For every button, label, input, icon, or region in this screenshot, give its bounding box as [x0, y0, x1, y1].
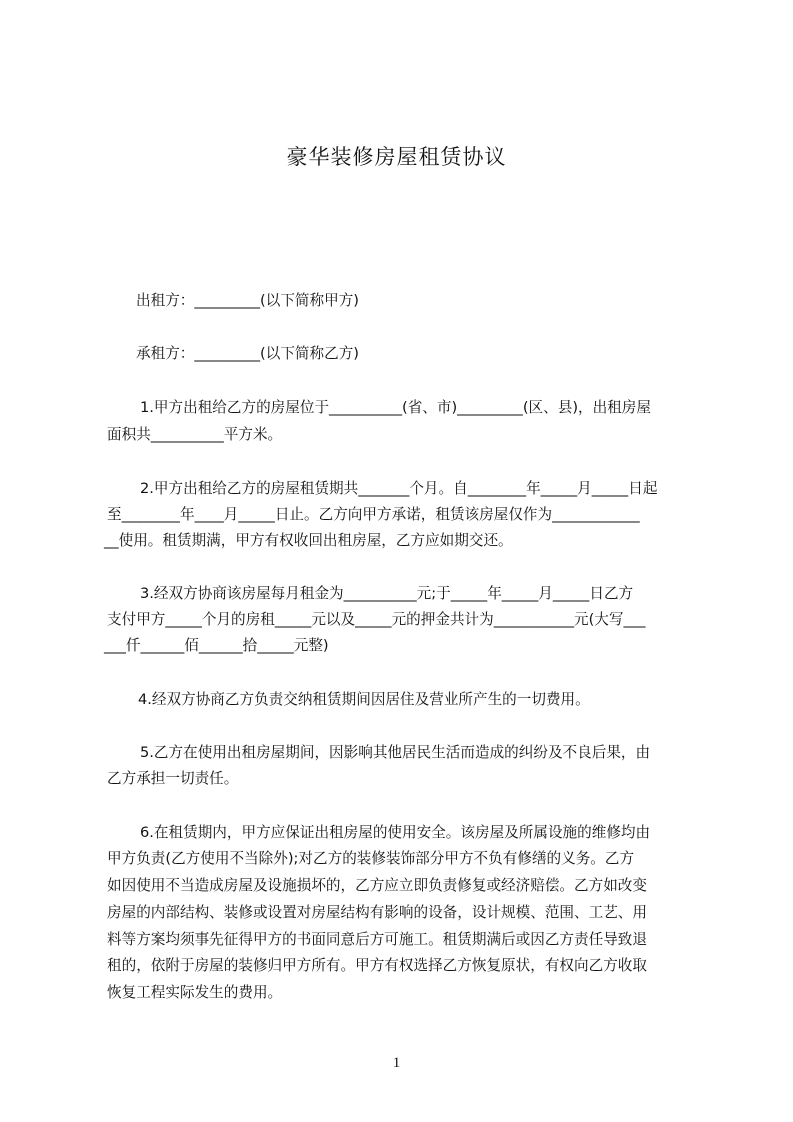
clause-6-line-2: 甲方负责(乙方使用不当除外);对乙方的装修装饰部分甲方不负有修缮的义务。乙方 — [107, 850, 635, 867]
clause-1-line-2: 面积共__________平方米。 — [107, 426, 283, 443]
clause-2-line-1: 2.甲方出租给乙方的房屋租赁期共_______个月。自________年_____月_____日起 — [140, 480, 658, 497]
clause-2-line-3: __使用。租赁期满，甲方有权收回出租房屋，乙方应如期交还。 — [104, 532, 513, 549]
clause-6-line-3: 如因使用不当造成房屋及设施损坏的，乙方应立即负责修复或经济赔偿。乙方如改变 — [107, 877, 647, 894]
clause-3-line-2: 支付甲方_____个月的房租_____元以及_____元的押金共计为___________元(大写___ — [107, 611, 646, 628]
clause-5-line-1: 5.乙方在使用出租房屋期间，因影响其他居民生活而造成的纠纷及不良后果，由 — [140, 744, 651, 761]
clause-5-line-2: 乙方承担一切责任。 — [107, 770, 239, 787]
clause-1-line-1: 1.甲方出租给乙方的房屋位于__________(省、市)_________(区、县)，出租房屋 — [140, 399, 651, 416]
lessor-line: 出租方：_________(以下简称甲方) — [136, 292, 359, 309]
clause-6-line-1: 6.在租赁期内，甲方应保证出租房屋的使用安全。该房屋及所属设施的维修均由 — [140, 824, 651, 841]
clause-6-line-6: 租的，依附于房屋的装修归甲方所有。甲方有权选择乙方恢复原状，有权向乙方收取 — [107, 957, 647, 974]
clause-4-line-1: 4.经双方协商乙方负责交纳租赁期间因居住及营业所产生的一切费用。 — [138, 691, 590, 708]
page-number: 1 — [392, 1055, 401, 1071]
clause-3-line-3: ___仟______佰______拾_____元整) — [104, 637, 329, 654]
lessee-line: 承租方：_________(以下简称乙方) — [136, 345, 359, 362]
clause-6-line-7: 恢复工程实际发生的费用。 — [107, 984, 283, 1001]
clause-2-line-2: 至________年____月_____日止。乙方向甲方承诺，租赁该房屋仅作为____________ — [107, 506, 640, 523]
clause-6-line-4: 房屋的内部结构、装修或设置对房屋结构有影响的设备，设计规模、范围、工艺、用 — [107, 904, 647, 921]
clause-3-line-1: 3.经双方协商该房屋每月租金为__________元;于_____年_____月_____日乙方 — [140, 585, 634, 602]
clause-6-line-5: 料等方案均须事先征得甲方的书面同意后方可施工。租赁期满后或因乙方责任导致退 — [107, 931, 647, 948]
document-title: 豪华装修房屋租赁协议 — [286, 145, 507, 169]
